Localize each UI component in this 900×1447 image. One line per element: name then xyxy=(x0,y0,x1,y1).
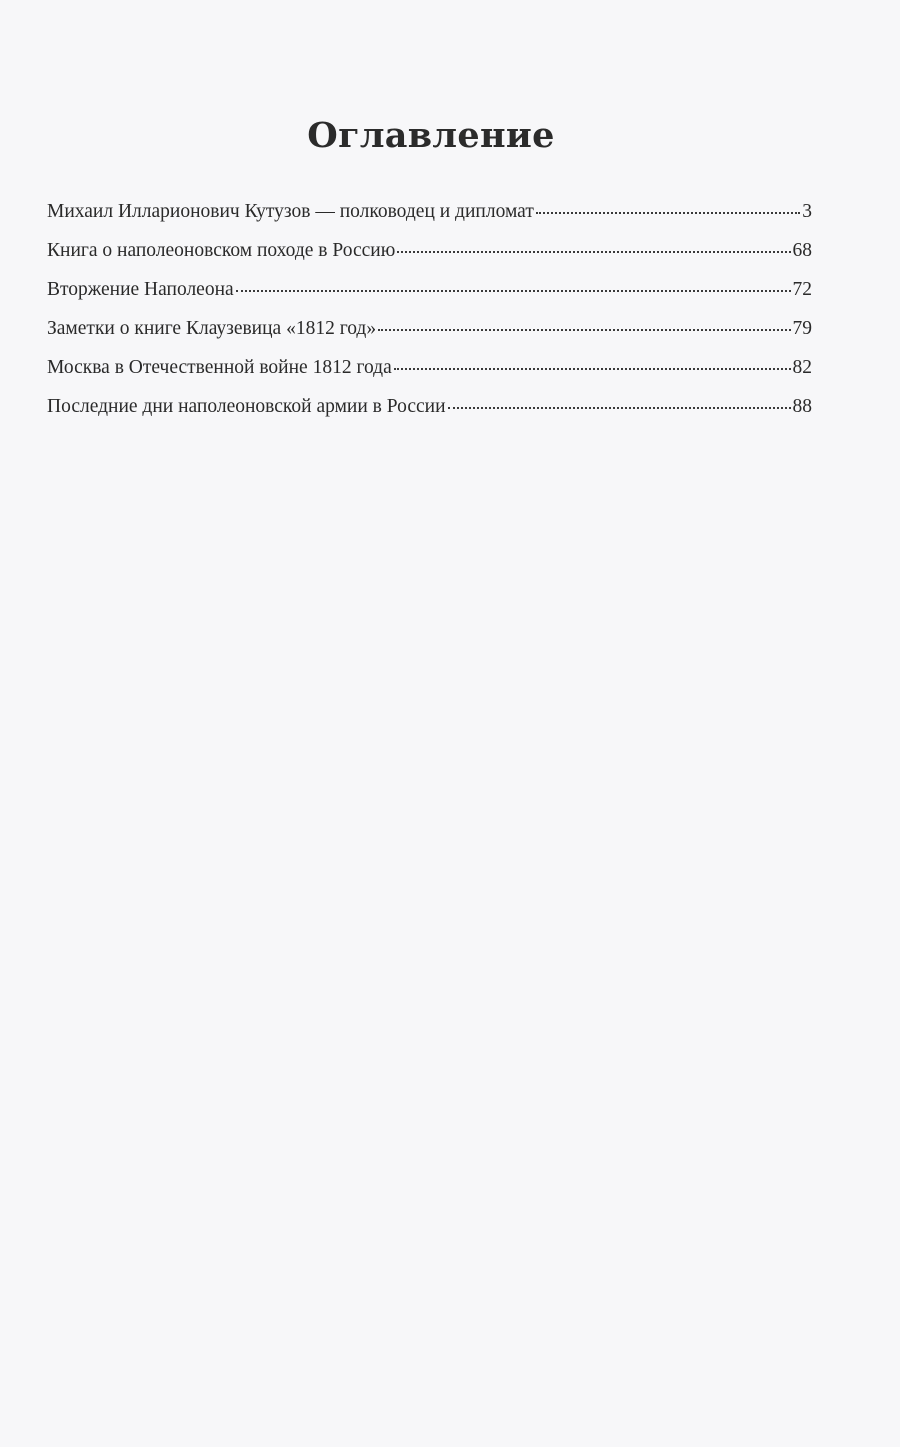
toc-entry xyxy=(47,276,812,315)
toc-entry-title: Последние дни наполеоновской армии в России xyxy=(47,396,446,417)
toc-page-number: 3 xyxy=(802,201,812,222)
toc-dot-leader xyxy=(236,290,791,292)
toc-dot-leader xyxy=(378,329,790,331)
toc-entry-title: Вторжение Наполеона xyxy=(47,279,234,300)
toc-entry xyxy=(47,315,812,354)
toc-entry-title: Книга о наполеоновском походе в Россию xyxy=(47,240,396,261)
toc-dot-leader xyxy=(536,212,800,214)
toc-entry-title: Заметки о книге Клаузевица «1812 год» xyxy=(47,318,377,339)
toc-page-number: 79 xyxy=(792,318,812,339)
toc-page-number: 72 xyxy=(792,279,812,300)
toc-entry xyxy=(47,198,812,237)
toc-dot-leader xyxy=(448,407,791,409)
toc-entry xyxy=(47,393,812,432)
toc-heading: Оглавление xyxy=(307,115,555,156)
toc-entry xyxy=(47,354,812,393)
toc-page-number: 82 xyxy=(792,357,812,378)
toc-entry-title: Москва в Отечественной войне 1812 года xyxy=(47,357,392,378)
toc-page-number: 68 xyxy=(792,240,812,261)
toc-entry-title: Михаил Илларионович Кутузов — полководец и дипломат xyxy=(47,201,534,222)
toc-dot-leader xyxy=(394,368,791,370)
toc-list xyxy=(47,198,812,432)
toc-dot-leader xyxy=(397,251,790,253)
toc-entry xyxy=(47,237,812,276)
toc-page-number: 88 xyxy=(792,396,812,417)
